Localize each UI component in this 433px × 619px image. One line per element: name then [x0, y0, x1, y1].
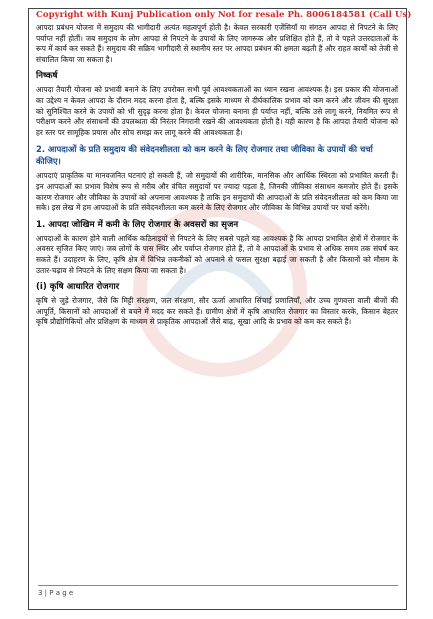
conclusion-heading: निष्कर्ष: [36, 71, 58, 82]
paragraph-intro-disasters: आपदाएं प्राकृतिक या मानवजनित घटनाएं हो सकती हैं, जो समुदायों की शारीरिक, मानसिक और आर्थिक स्थिरता को प्रभावित करती हैं। इन आपदाओं का प्रभाव विशेष रूप से गरीब और वंचित समुदायों पर ज्यादा पड़ता है, जिनकी जीविका संसाधन कमजोर होते हैं। इसके कारण रोजगार और जीविका के उपायों को अपनाना आवश्यक है ताकि इन समुदायों की आपदाओं के प्रति संवेदनशीलता को कम किया जा सके। इस लेख में हम आपदाओं के प्रति संवेदनशीलता कम करने के लिए रोजगार और जीविका के विभिन्न उपायों पर चर्चा करेंगे।: [36, 171, 398, 213]
page-footer: [38, 585, 398, 597]
paragraph-conclusion: आपदा तैयारी योजना को प्रभावी बनाने के लिए उपरोक्त सभी पूर्व आवश्यकताओं का ध्यान रखना आवश्यक है। इस प्रकार की योजनाओं का उद्देश्य न केवल आपदा के दौरान मदद करना होता है, बल्कि इसके माध्यम से दीर्घकालिक प्रभाव को कम करने और जीवन की सुरक्षा को सुनिश्चित करने के उपायों को भी सुदृढ़ करना होता है। केवल योजना बनाना ही पर्याप्त नहीं, बल्कि उसे लागू करने, नियमित रूप से परीक्षण करने और संसाधनों की उपलब्धता की निरंतर निगरानी रखने की आवश्यकता होती है। यही कारण है कि आपदा तैयारी योजना को हर स्तर पर सामूहिक प्रयास और सोच समझ कर लागू करने की आवश्यकता है।: [36, 85, 399, 137]
subheading-agriculture-employment: (i) कृषि आधारित रोजगार: [36, 282, 120, 293]
paragraph-agriculture-employment: कृषि से जुड़े रोजगार, जैसे कि मिट्टी संरक्षण, जल संरक्षण, सौर ऊर्जा आधारित सिंचाई प्रणालियाँ, और उच्च गुणवत्ता वाली बीजों की आपूर्ति, किसानों को आपदाओं से बचने में मदद कर सकते हैं। ग्रामीण क्षेत्रों में कृषि आधारित रोजगार का विस्तार करके, किसान बेहतर कृषि प्रौद्योगिकियों और प्रशिक्षण के माध्यम से प्राकृतिक आपदाओं जैसे बाढ़, सूखा आदि के प्रभाव को कम कर सकते हैं।: [36, 296, 398, 327]
copyright-header: Copyright with Kunj Publication only Not for resale Ph. 8006184581 (Call Us): [36, 10, 412, 20]
question-2-heading: 2. आपदाओं के प्रति समुदाय की संवेदनशीलता को कम करने के लिए रोजगार तथा जीविका के उपायों की चर्चा कीजिए।: [36, 144, 373, 166]
page-number: 3 | P a g e: [38, 589, 74, 597]
page-content: [36, 10, 412, 332]
subheading-employment-opportunities: 1. आपदा जोखिम में कमी के लिए रोजगार के अवसरों का सृजन: [36, 219, 239, 230]
paragraph-employment-opportunities: आपदाओं के कारण होने वाली आर्थिक कठिनाइयों से निपटने के लिए सबसे पहले यह आवश्यक है कि आपदा प्रभावित क्षेत्रों में रोजगार के अवसर सृजित किए जाएं। जब लोगों के पास स्थिर और पर्याप्त रोजगार होते हैं, तो वे आपदाओं के प्रभाव से अधिक समय तक संघर्ष कर सकते हैं। उदाहरण के लिए, कृषि क्षेत्र में विभिन्न तकनीकों को अपनाने से फसल सुरक्षा बढ़ाई जा सकती है और किसानों को मौसम के उतार-चढ़ाव से निपटने के लिए सक्षम किया जा सकता है।: [36, 233, 398, 275]
paragraph-community-participation: आपदा प्रबंधन योजना में समुदाय की भागीदारी अत्यंत महत्वपूर्ण होती है। केवल सरकारी एजेंसियाँ या संगठन आपदा से निपटने के लिए पर्याप्त नहीं होतीं। जब समुदाय के लोग आपदा से निपटने के उपायों के लिए जागरूक और प्रशिक्षित होते हैं, तो वे पहले उत्तरदाताओं के रूप में कार्य कर सकते हैं। समुदाय की सक्रिय भागीदारी से स्थानीय स्तर पर आपदा प्रबंधन की क्षमता बढ़ती है और राहत कार्यों को तेजी से संचालित किया जा सकता है।: [36, 23, 398, 64]
